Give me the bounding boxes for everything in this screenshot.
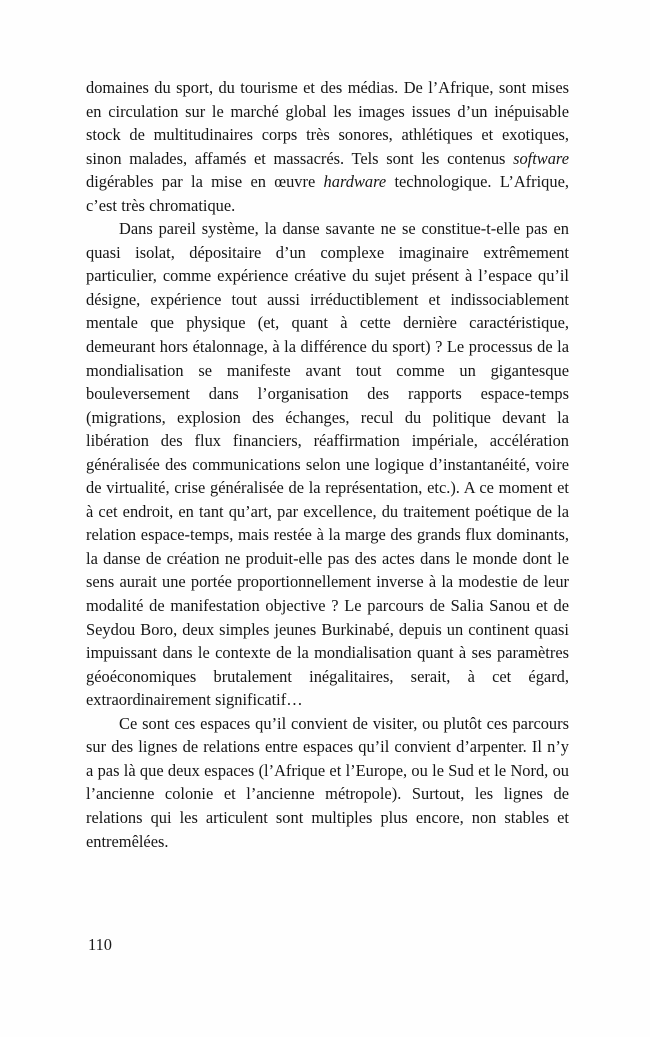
body-text: domaines du sport, du tourisme et des médias. De l’Afrique, sont mises en circulation sur le marché global les images issues d’un inépuisable stock de multitudinaires corps très sonores, athlétiques et exotiques, sinon malades, affamés et massacrés. Tels sont les contenus — [86, 78, 569, 168]
emphasis-text: software — [513, 148, 569, 168]
body-text: digérables par la mise en œuvre — [86, 172, 324, 192]
text-block — [86, 76, 569, 853]
paragraph — [86, 76, 569, 217]
page-number: 110 — [88, 935, 112, 954]
body-text: technologique. L’Afrique, c’est très chromatique. — [86, 172, 569, 215]
paragraph — [86, 217, 569, 711]
body-text: Dans pareil système, la danse savante ne se constitue-t-elle pas en quasi isolat, dépositaire d’un complexe imaginaire extrêmement particulier, comme expérience créative du sujet présent à l’espace qu’il désigne, expérience tout aussi irréductiblement et indissociablement mentale que physique (et, quant à cette dernière caractéristique, demeurant hors étalonnage, à la différence du sport) ? Le processus de la mondialisation se manifeste avant tout comme un gigantesque bouleversement dans l’organisation des rapports espace-temps (migrations, explosion des échanges, recul du politique devant la libération des flux financiers, réaffirmation impériale, accélération généralisée des communications selon une logique d’instantanéité, voire de virtualité, crise généralisée de la représentation, etc.). A ce moment et à cet endroit, en tant qu’art, par excellence, du traitement poétique de la relation espace-temps, mais restée à la marge des grands flux dominants, la danse de création ne produit-elle pas des actes dans le monde dont le sens aurait une portée proportionnellement inverse à la modestie de leur modalité de manifestation objective ? Le parcours de Salia Sanou et de Seydou Boro, deux simples jeunes Burkinabé, depuis un continent quasi impuissant dans le contexte de la mondialisation quant à ses paramètres géoéconomiques brutalement inégalitaires, serait, à cet égard, extraordinairement significatif… — [86, 219, 569, 710]
paragraph — [86, 712, 569, 853]
body-text: Ce sont ces espaces qu’il convient de visiter, ou plutôt ces parcours sur des lignes de relations entre espaces qu’il convient d’arpenter. Il n’y a pas là que deux espaces (l’Afrique et l’Europe, ou le Sud et le Nord, ou l’ancienne colonie et l’ancienne métropole). Surtout, les lignes de relations qui les articulent sont multiples plus encore, non stables et entremêlées. — [86, 713, 569, 851]
emphasis-text: hardware — [323, 172, 387, 192]
